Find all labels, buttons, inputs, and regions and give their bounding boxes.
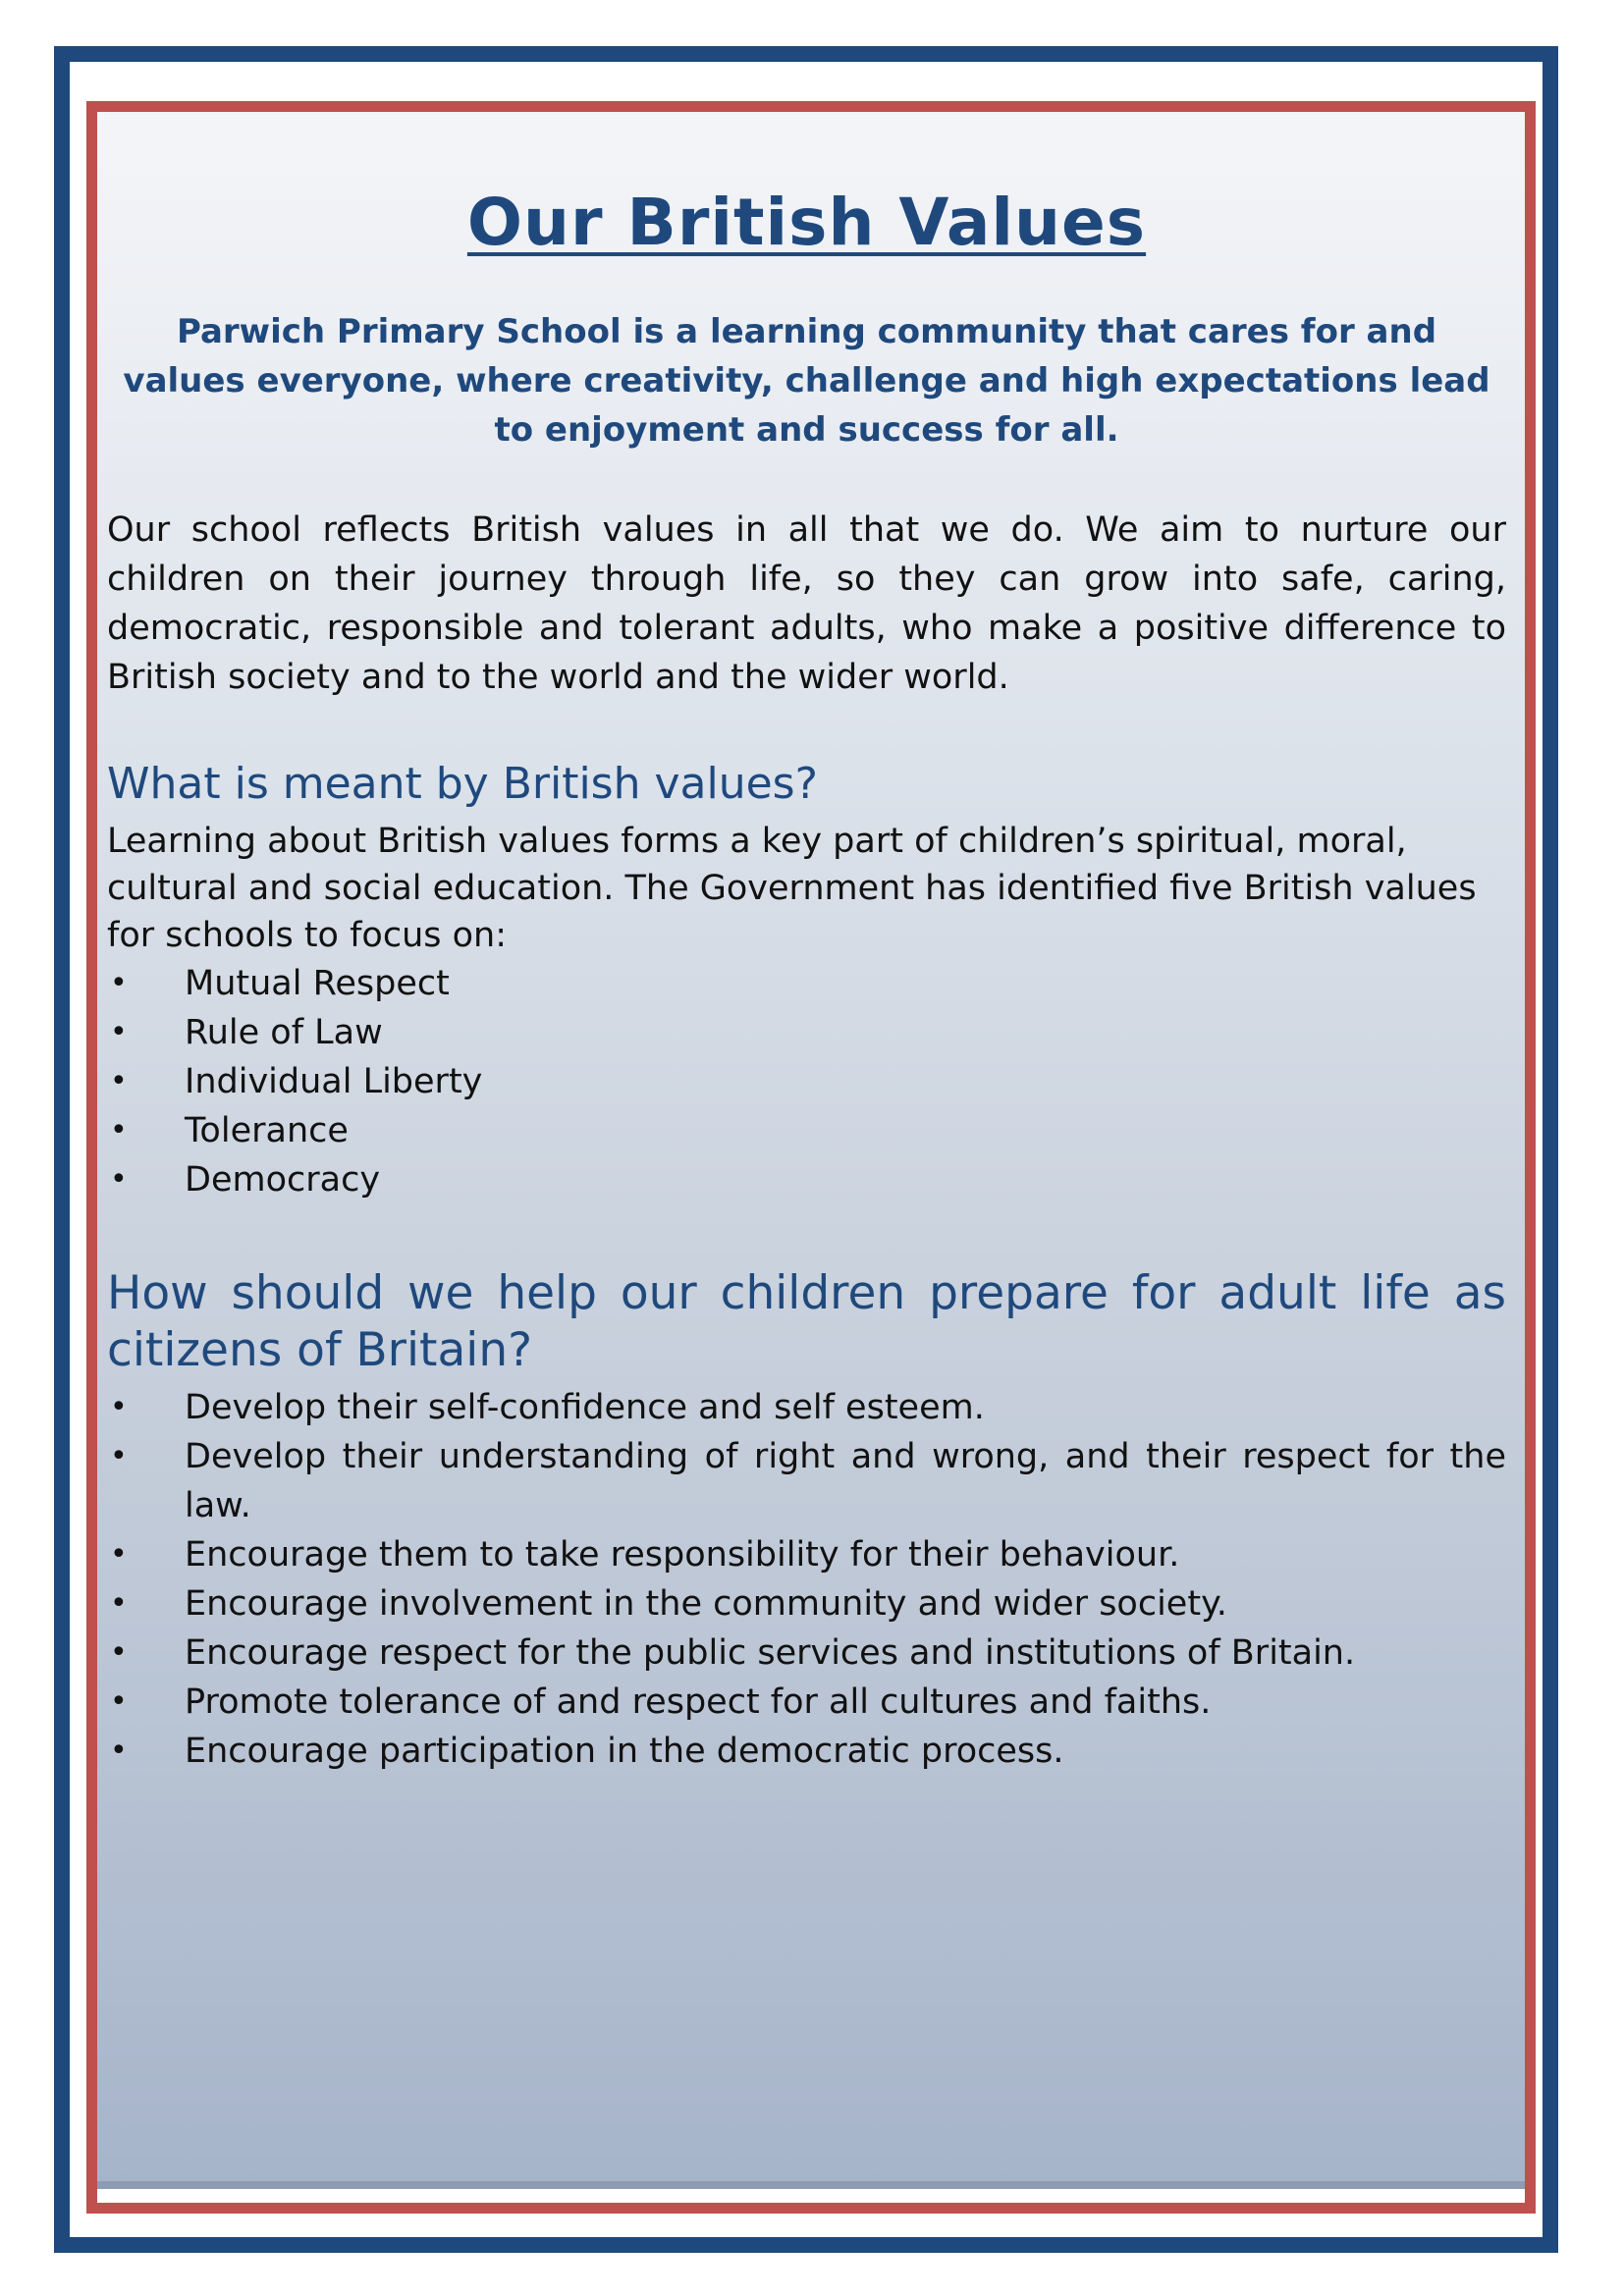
- list-item: [107, 1383, 1506, 1432]
- section-body-british-values: Learning about British values forms a key part of children’s spiritual, moral, cultural and social education. The Government has identified five British values for schools to focus on:: [107, 822, 1477, 955]
- bullet-icon: •: [110, 1684, 128, 1719]
- bullet-icon: •: [110, 1586, 128, 1621]
- page-title: Our British Values: [466, 185, 1147, 260]
- section-heading-prepare-children: How should we help our children prepare for adult life as citizens of Britain?: [107, 1266, 1506, 1377]
- list-item: [107, 1155, 1506, 1204]
- list-item: [107, 1678, 1506, 1727]
- mission-statement: Parwich Primary School is a learning community that cares for and values everyone, where creativity, challenge and high expectations lead to enjoyment and success for all.: [123, 312, 1490, 450]
- bullet-icon: •: [110, 1162, 128, 1197]
- bullet-icon: •: [110, 1537, 128, 1572]
- list-item: [107, 1579, 1506, 1629]
- list-item-text: Mutual Respect: [185, 964, 450, 1003]
- document-body: [107, 185, 1506, 1776]
- list-item-text: Encourage them to take responsibility for their behaviour.: [185, 1535, 1180, 1575]
- list-item-text: Tolerance: [185, 1111, 349, 1150]
- intro-paragraph: Our school reflects British values in all that we do. We aim to nurture our children on their journey through life, so they can grow into safe, caring, democratic, responsible and tolerant adults, who make a positive difference to British society and to the world and the wider world.: [107, 510, 1506, 697]
- bullet-icon: •: [110, 966, 128, 1000]
- bullet-icon: •: [110, 1734, 128, 1768]
- bullet-icon: •: [110, 1064, 128, 1098]
- list-item: [107, 1727, 1506, 1776]
- list-item: [107, 1057, 1506, 1106]
- bullet-icon: •: [110, 1439, 128, 1473]
- bullet-icon: •: [110, 1015, 128, 1049]
- list-item: [107, 1008, 1506, 1057]
- list-item: [107, 959, 1506, 1008]
- bullet-icon: •: [110, 1635, 128, 1670]
- list-item: [107, 1432, 1506, 1530]
- list-item-text: Encourage respect for the public services and institutions of Britain.: [185, 1633, 1356, 1673]
- section-heading-british-values: What is meant by British values?: [107, 759, 818, 809]
- list-item-text: Democracy: [185, 1160, 381, 1200]
- british-values-list: [107, 959, 1506, 1204]
- list-item: [107, 1530, 1506, 1579]
- prepare-children-list: [107, 1383, 1506, 1776]
- content-panel: [97, 112, 1525, 2189]
- list-item-text: Individual Liberty: [185, 1062, 483, 1101]
- bullet-icon: •: [110, 1390, 128, 1424]
- list-item-text: Encourage participation in the democratic process.: [185, 1732, 1064, 1771]
- list-item-text: Rule of Law: [185, 1013, 383, 1052]
- list-item: [107, 1629, 1506, 1678]
- list-item-text: Encourage involvement in the community and wider society.: [185, 1584, 1227, 1624]
- panel-bottom-shadow: [97, 2181, 1525, 2189]
- bullet-icon: •: [110, 1113, 128, 1148]
- list-item-text: Develop their self-confidence and self esteem.: [185, 1388, 985, 1427]
- list-item-text: Promote tolerance of and respect for all cultures and faiths.: [185, 1682, 1212, 1722]
- list-item: [107, 1106, 1506, 1155]
- list-item-text: Develop their understanding of right and wrong, and their respect for the law.: [185, 1437, 1506, 1525]
